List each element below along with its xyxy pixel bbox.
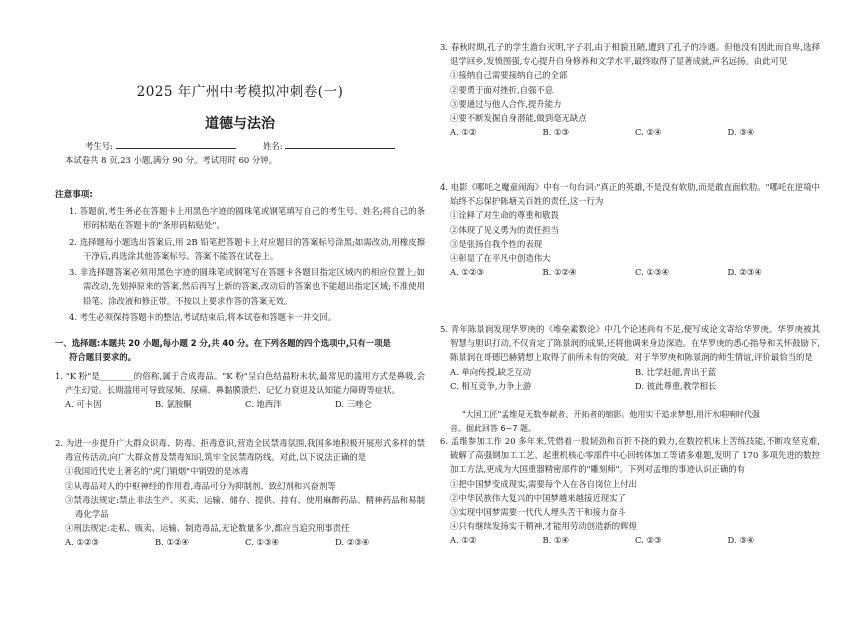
reading-passage: [440, 408, 820, 436]
statement: ①我国近代史上著名的"虎门销烟"中销毁的是冰毒: [65, 466, 249, 477]
question-6: [440, 434, 820, 548]
question-stem: 4. 电影《哪吒之魔童闹海》中有一句台词:"真正的英雄,不是没有软肋,而是敢直面软肋。"哪吒在逆境中始终不忘保护陈塘关百姓的责任,这一行为: [440, 182, 820, 207]
note-item: 1. 答题前,考生务必在答题卡上用黑色字迹的圆珠笔或钢笔填写自己的考生号、姓名;将自己的条形码粘贴在答题卡的"条形码粘贴处"。: [69, 206, 425, 231]
question-stem: 5. 青年陈景润发现华罗庚的《堆垒素数论》中几个论述尚有不足,便写成论文寄给华罗庚。华罗庚被其智慧与胆识打动,不仅肯定了陈景润的成果,还将他调来身边深造。在华罗庚的悉心指导和关怀鼓励下,陈景润在哥德巴赫猜想上取得了前所未有的突破。对于华罗庚和陈景润的师生情谊,评价最恰当的是: [440, 324, 820, 363]
statement: ③实现中国梦需要一代代人埋头苦干和接力奋斗: [450, 507, 626, 518]
question-1: [55, 369, 425, 412]
option-a[interactable]: A. ①②③: [65, 537, 99, 548]
question-stem: 2. 为进一步提升广大群众识毒、防毒、拒毒意识,营造全民禁毒氛围,我国多地积极开展形式多样的禁毒宣传活动,向广大群众普及禁毒知识,筑牢全民禁毒防线。对此,以下说法正确的是: [55, 438, 425, 463]
option-c[interactable]: C. ①③④: [245, 537, 279, 548]
exam-no-field[interactable]: [116, 139, 236, 149]
option-d[interactable]: D. ③④: [727, 127, 755, 138]
option-c[interactable]: C. ①③④: [635, 267, 669, 278]
question-stem: 3. 春秋时期,孔子的学生澹台灭明,字子羽,由于相貌丑陋,遭到了孔子的冷遇。但他没有因此而自卑,选择退学回乡,发愤图强,专心提升自身修养和文学水平,最终取得了显著成就,声名远扬。由此可见: [440, 42, 820, 67]
statement: ②要勇于面对挫折,自强不息: [450, 84, 554, 95]
passage-line: 音。据此回答 6~7 题。: [450, 424, 536, 434]
option-d[interactable]: D. ②③④: [335, 537, 370, 548]
option-d[interactable]: D. ②③④: [727, 267, 762, 278]
candidate-info: [85, 139, 425, 153]
option-a[interactable]: A. 可卡因: [65, 399, 102, 410]
subject-title: 道德与法治: [205, 116, 275, 132]
option-c[interactable]: C. ②④: [635, 127, 662, 138]
statement: ①接纳自己需要接纳自己的全部: [450, 70, 568, 81]
option-a[interactable]: A. ①②: [450, 127, 477, 138]
statement: ④刑法规定:走私、贩卖、运输、制造毒品,无论数量多少,都应当追究刑事责任: [65, 523, 350, 534]
question-stem: 6. 孟维参加工作 20 多年来,凭借着一股韧劲和百折不挠的毅力,在数控机床上苦练技能,不断攻坚克难,破解了高强钢加工工艺、起重机核心零部件中心回转体加工等诸多难题,发明了 170 多项先进的数控加工方法,更成为大国重器精密部件的"雕刻师"。下列对孟维的事迹认识正确的有: [440, 436, 820, 475]
statement: ②体现了见义勇为的责任担当: [450, 224, 559, 235]
question-options: [55, 397, 425, 411]
option-a[interactable]: A. ①②: [450, 535, 477, 546]
note-item: 3. 非选择题答案必须用黑色字迹的圆珠笔或钢笔写在答题卡各题目指定区域内的相应位置上;如需改动,先划掉原来的答案,然后再写上新的答案,改动后的答案也不能超出指定区域;不准使用铅笔、涂改液和修正带。不按以上要求作答的答案无效。: [69, 267, 425, 306]
question-options: [440, 533, 820, 547]
name-label: 姓名:: [262, 141, 283, 151]
option-c[interactable]: C. 相互竞争,力争上游: [450, 380, 532, 391]
section-heading: [55, 336, 425, 364]
statement: ③是张扬自我个性的表现: [450, 238, 543, 249]
exam-scope: 本试卷共 8 页,23 小题,满分 90 分。考试用时 60 分钟。: [65, 155, 278, 165]
statement: ④要不断发掘自身潜能,做到毫无缺点: [450, 113, 587, 124]
exam-no-label: 考生号:: [85, 141, 113, 151]
option-b[interactable]: B. ①④: [542, 535, 569, 546]
exam-title: 2025 年广州中考模拟冲刺卷(一): [136, 84, 344, 100]
section-heading-line: 符合题目要求的。: [69, 352, 136, 363]
statement: ④只有继续发扬实干精神,才能用劳动创造新的辉煌: [450, 521, 637, 532]
notes-list: [69, 204, 425, 326]
option-b[interactable]: B. ①②④: [155, 537, 190, 548]
statement: ③要通过与他人合作,提升能力: [450, 98, 562, 109]
statement: ④彰显了在平凡中创造伟大: [450, 253, 551, 264]
option-d[interactable]: D. 三唑仑: [335, 399, 372, 410]
option-c[interactable]: C. 地西泮: [245, 399, 282, 410]
statement: ②中华民族伟大复兴的中国梦越来越接近现实了: [450, 492, 626, 503]
option-a[interactable]: A. ①②③: [450, 267, 484, 278]
statement: ①诠释了对生命的尊重和敬畏: [450, 210, 559, 221]
question-options: [440, 365, 820, 379]
question-options: [440, 125, 820, 139]
question-options: [55, 535, 425, 549]
option-b[interactable]: B. ①②④: [542, 267, 577, 278]
option-d[interactable]: D. 彼此尊重,教学相长: [635, 380, 717, 391]
option-b[interactable]: B. 比学赶超,青出于蓝: [635, 366, 717, 377]
option-d[interactable]: D. ③④: [727, 535, 755, 546]
name-field[interactable]: [285, 139, 395, 149]
section-heading-line: 一、选择题:本题共 20 小题,每小题 2 分,共 40 分。在下列各题的四个选项中,只有一项是: [55, 338, 391, 348]
question-stem: 1. "K 粉"是________的俗称,属于合成毒品。"K 粉"呈白色结晶粉末状,最常见的滥用方式是鼻吸,会产生幻觉。长期滥用可导致尿频、尿痛、鼻黏膜溃烂、记忆力衰退及认知能力障碍等症状。: [55, 371, 425, 396]
question-2: [55, 436, 425, 550]
notes-heading: 注意事项:: [55, 190, 93, 200]
note-item: 2. 选择题每小题选出答案后,用 2B 铅笔把答题卡上对应题目的答案标号涂黑;如需改动,用橡皮擦干净后,再选涂其他答案标号。答案不能答在试卷上。: [69, 236, 425, 261]
statement: ③禁毒法规定:禁止非法生产、买卖、运输、储存、提供、持有、使用麻醉药品、精神药品和易制毒化学品: [65, 494, 425, 520]
question-3: [440, 40, 820, 139]
option-b[interactable]: B. 氯胺酮: [155, 399, 192, 410]
question-4: [440, 180, 820, 279]
option-a[interactable]: A. 单向传授,缺乏互动: [450, 366, 532, 377]
passage-line: "大国工匠"孟维是无数奉献者、开拓者的缩影。他用实干追求梦想,用汗水唱响时代强: [462, 410, 760, 419]
option-c[interactable]: C. ②③: [635, 535, 662, 546]
option-b[interactable]: B. ①③: [542, 127, 569, 138]
question-5: [440, 322, 820, 393]
question-options: [440, 379, 820, 393]
question-options: [440, 265, 820, 279]
statement: ①把中国梦变成现实,需要每个人在各自岗位上付出: [450, 478, 637, 489]
statement: ②从毒品对人的中枢神经的作用看,毒品可分为抑制剂、致幻剂和兴奋剂等: [65, 480, 336, 491]
note-item: 4. 考生必须保持答题卡的整洁,考试结束后,将本试卷和答题卡一并交回。: [69, 311, 337, 322]
